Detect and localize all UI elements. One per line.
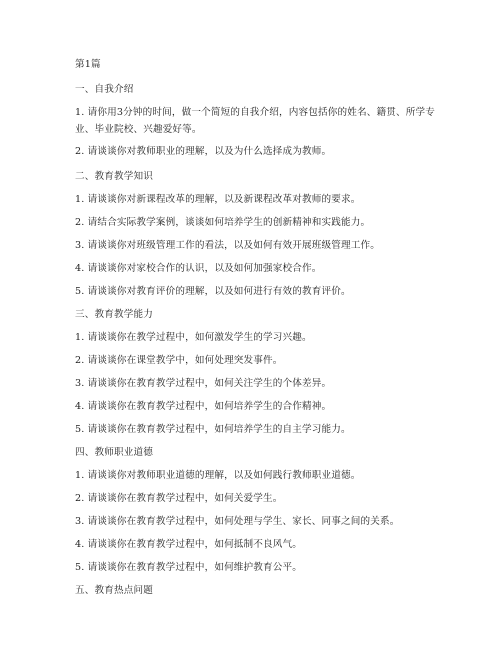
section-3-item-4: 4. 请谈谈你在教育教学过程中，如何培养学生的合作精神。	[75, 401, 332, 412]
section-3-item-3: 3. 请谈谈你在教育教学过程中，如何关注学生的个体差异。	[75, 378, 332, 389]
section-heading-5: 五、教育热点问题	[75, 585, 153, 596]
section-heading-4: 四、教师职业道德	[75, 447, 153, 458]
section-heading-3: 三、教育教学能力	[75, 309, 153, 320]
section-4-item-4: 4. 请谈谈你在教育教学过程中，如何抵制不良风气。	[75, 539, 303, 550]
section-2-item-4: 4. 请谈谈你对家校合作的认识，以及如何加强家校合作。	[75, 263, 322, 274]
section-2-item-3: 3. 请谈谈你对班级管理工作的看法，以及如何有效开展班级管理工作。	[75, 240, 380, 251]
section-2-item-2: 2. 请结合实际教学案例，谈谈如何培养学生的创新精神和实践能力。	[75, 217, 371, 228]
section-3-item-5: 5. 请谈谈你在教育教学过程中，如何培养学生的自主学习能力。	[75, 424, 351, 435]
section-4-item-1: 1. 请谈谈你对教师职业道德的理解，以及如何践行教师职业道德。	[75, 470, 361, 481]
section-4-item-3: 3. 请谈谈你在教育教学过程中，如何处理与学生、家长、同事之间的关系。	[75, 516, 400, 527]
document-title: 第1篇	[75, 59, 101, 70]
section-4-item-5: 5. 请谈谈你在教育教学过程中，如何维护教育公平。	[75, 562, 303, 573]
section-3-item-2: 2. 请谈谈你在课堂教学中，如何处理突发事件。	[75, 355, 283, 366]
section-1-item-1: 1. 请你用3分钟的时间，做一个简短的自我介绍，内容包括你的姓名、籍贯、所学专业、毕业院校、兴趣爱好等。	[75, 107, 435, 135]
section-heading-2: 二、教育教学知识	[75, 171, 153, 182]
section-4-item-2: 2. 请谈谈你在教育教学过程中，如何关爱学生。	[75, 493, 283, 504]
section-2-item-5: 5. 请谈谈你对教育评价的理解，以及如何进行有效的教育评价。	[75, 286, 351, 297]
section-1-item-2: 2. 请谈谈你对教师职业的理解，以及为什么选择成为教师。	[75, 146, 332, 157]
section-3-item-1: 1. 请谈谈你在教学过程中，如何激发学生的学习兴趣。	[75, 332, 312, 343]
section-heading-1: 一、自我介绍	[75, 84, 134, 95]
section-2-item-1: 1. 请谈谈你对新课程改革的理解，以及新课程改革对教师的要求。	[75, 194, 361, 205]
